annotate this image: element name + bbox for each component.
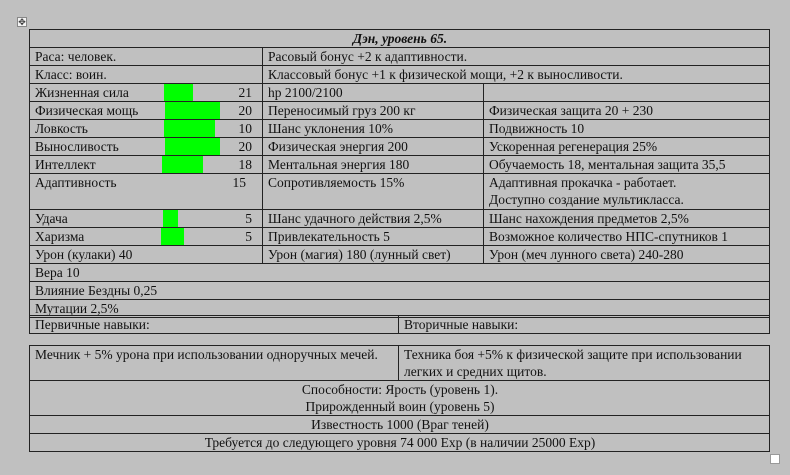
skills-table — [29, 345, 770, 452]
mutations: Мутации 2,5% — [30, 300, 770, 318]
stat-cell — [30, 84, 263, 102]
skills-row — [30, 346, 770, 381]
table-move-handle-icon[interactable]: ✥ — [18, 16, 26, 27]
stat-derived: Шанс удачного действия 2,5% — [263, 210, 484, 228]
stat-name: Адаптивность — [35, 175, 117, 190]
stat-value: 20 — [238, 139, 252, 154]
fame-row — [30, 416, 770, 434]
character-sheet-table — [29, 29, 770, 318]
primary-skill-text: Мечник + 5% урона при использовании одноручных мечей. — [30, 346, 399, 381]
damage-sword: Урон (меч лунного света) 240-280 — [484, 246, 770, 264]
damage-magic: Урон (магия) 180 (лунный свет) — [263, 246, 484, 264]
character-title: Дэн, уровень 65. — [30, 30, 770, 48]
stat-derived: hp 2100/2100 — [263, 84, 484, 102]
stat-extra — [484, 174, 770, 210]
stat-row — [30, 228, 770, 246]
abilities-cell — [30, 381, 770, 416]
stat-row — [30, 120, 770, 138]
stat-derived: Физическая энергия 200 — [263, 138, 484, 156]
race-label: Раса: человек. — [30, 48, 263, 66]
stat-bar — [164, 120, 215, 137]
stat-extra: Подвижность 10 — [484, 120, 770, 138]
stat-name: Физическая мощь — [35, 103, 139, 118]
stat-cell — [30, 138, 263, 156]
stat-cell — [30, 228, 263, 246]
stat-cell — [30, 120, 263, 138]
class-bonus: Классовый бонус +1 к физической мощи, +2 к выносливости. — [263, 66, 770, 84]
race-bonus: Расовый бонус +2 к адаптивности. — [263, 48, 770, 66]
abyss-row — [30, 282, 770, 300]
stat-value: 10 — [238, 121, 252, 136]
exp-row — [30, 434, 770, 452]
stat-name: Интеллект — [35, 157, 96, 172]
secondary-skill-text: Техника боя +5% к физической защите при использовании легких и средних щитов. — [399, 346, 770, 381]
stat-value: 20 — [238, 103, 252, 118]
table-resize-handle-icon[interactable] — [770, 454, 780, 464]
ability-line-2: Прирожденный воин (уровень 5) — [305, 399, 495, 414]
class-row — [30, 66, 770, 84]
fame: Известность 1000 (Враг теней) — [30, 416, 770, 434]
stat-name: Удача — [35, 211, 68, 226]
stat-extra: Физическая защита 20 + 230 — [484, 102, 770, 120]
race-row — [30, 48, 770, 66]
stat-extra: Обучаемость 18, ментальная защита 35,5 — [484, 156, 770, 174]
skills-header-table — [29, 315, 770, 334]
stat-extra: Шанс нахождения предметов 2,5% — [484, 210, 770, 228]
stat-bar — [164, 84, 193, 101]
stat-extra-line2: Доступно создание мультикласса. — [489, 192, 684, 207]
stat-row — [30, 84, 770, 102]
stat-value: 5 — [245, 211, 252, 226]
stat-value: 18 — [238, 157, 252, 172]
stat-row — [30, 210, 770, 228]
stat-derived: Привлекательность 5 — [263, 228, 484, 246]
stat-value: 21 — [238, 85, 252, 100]
stat-row — [30, 174, 770, 210]
primary-skills-label: Первичные навыки: — [30, 316, 399, 334]
stat-extra — [484, 84, 770, 102]
stat-cell — [30, 210, 263, 228]
stat-cell — [30, 156, 263, 174]
stat-row — [30, 138, 770, 156]
stat-extra: Возможное количество НПС-спутников 1 — [484, 228, 770, 246]
abyss-influence: Влияние Бездны 0,25 — [30, 282, 770, 300]
stat-row — [30, 156, 770, 174]
faith: Вера 10 — [30, 264, 770, 282]
stat-cell — [30, 174, 263, 210]
stat-bar — [161, 228, 184, 245]
stat-row — [30, 102, 770, 120]
stat-name: Жизненная сила — [35, 85, 129, 100]
stat-derived: Переносимый груз 200 кг — [263, 102, 484, 120]
stat-name: Выносливость — [35, 139, 119, 154]
stat-extra-line1: Адаптивная прокачка - работает. — [489, 175, 677, 190]
stat-bar — [165, 138, 220, 155]
faith-row — [30, 264, 770, 282]
stat-name: Харизма — [35, 229, 85, 244]
exp-required: Требуется до следующего уровня 74 000 Exp (в наличии 25000 Exp) — [30, 434, 770, 452]
stat-bar — [163, 210, 178, 227]
stat-value: 15 — [232, 175, 246, 190]
stat-derived: Шанс уклонения 10% — [263, 120, 484, 138]
stat-value: 5 — [245, 229, 252, 244]
class-label: Класс: воин. — [30, 66, 263, 84]
damage-fists: Урон (кулаки) 40 — [30, 246, 263, 264]
damage-row — [30, 246, 770, 264]
secondary-skills-label: Вторичные навыки: — [399, 316, 770, 334]
stat-cell — [30, 102, 263, 120]
stat-name: Ловкость — [35, 121, 88, 136]
skills-header-row — [30, 316, 770, 334]
stat-extra: Ускоренная регенерация 25% — [484, 138, 770, 156]
stat-bar — [162, 156, 203, 173]
stat-derived: Сопротивляемость 15% — [263, 174, 484, 210]
title-row — [30, 30, 770, 48]
stat-derived: Ментальная энергия 180 — [263, 156, 484, 174]
abilities-row — [30, 381, 770, 416]
ability-line-1: Способности: Ярость (уровень 1). — [301, 382, 499, 397]
stat-bar — [165, 102, 220, 119]
